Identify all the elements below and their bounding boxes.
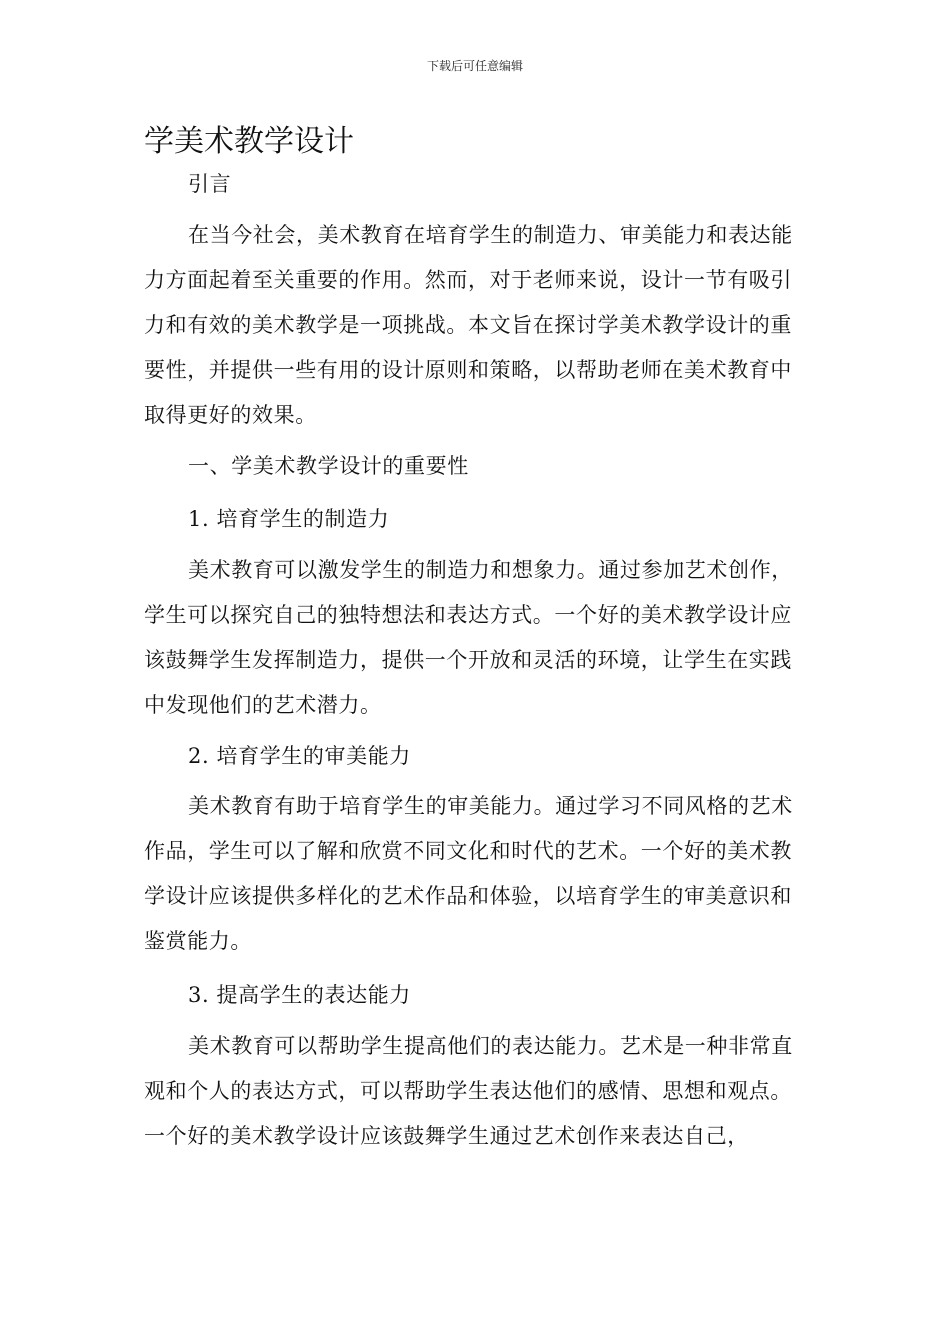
- page-header-note: 下载后可任意编辑: [426, 59, 523, 73]
- item-2-heading: 2. 培育学生的审美能力: [188, 744, 411, 768]
- item-3-heading: 3. 提高学生的表达能力: [188, 983, 411, 1007]
- item-1-paragraph: 美术教育可以激发学生的制造力和想象力。通过参加艺术创作，学生可以探究自己的独特想法和表达方式。一个好的美术教学设计应该鼓舞学生发挥制造力，提供一个开放和灵活的环境，让学生在实践中发现他们的艺术潜力。: [144, 558, 793, 717]
- item-3-paragraph: 美术教育可以帮助学生提高他们的表达能力。艺术是一种非常直观和个人的表达方式，可以帮助学生表达他们的感情、思想和观点。一个好的美术教学设计应该鼓舞学生通过艺术创作来表达自己，: [144, 1034, 793, 1148]
- document-title: 学美术教学设计: [144, 124, 354, 159]
- intro-heading: 引言: [188, 172, 232, 196]
- item-2-paragraph: 美术教育有助于培育学生的审美能力。通过学习不同风格的艺术作品，学生可以了解和欣赏不同文化和时代的艺术。一个好的美术教学设计应该提供多样化的艺术作品和体验，以培育学生的审美意识和鉴赏能力。: [144, 794, 793, 953]
- item-1-heading: 1. 培育学生的制造力: [188, 507, 390, 531]
- intro-paragraph: 在当今社会，美术教育在培育学生的制造力、审美能力和表达能力方面起着至关重要的作用。然而，对于老师来说，设计一节有吸引力和有效的美术教学是一项挑战。本文旨在探讨学美术教学设计的重要性，并提供一些有用的设计原则和策略，以帮助老师在美术教育中取得更好的效果。: [144, 223, 793, 427]
- section-1-heading: 一、学美术教学设计的重要性: [188, 454, 469, 478]
